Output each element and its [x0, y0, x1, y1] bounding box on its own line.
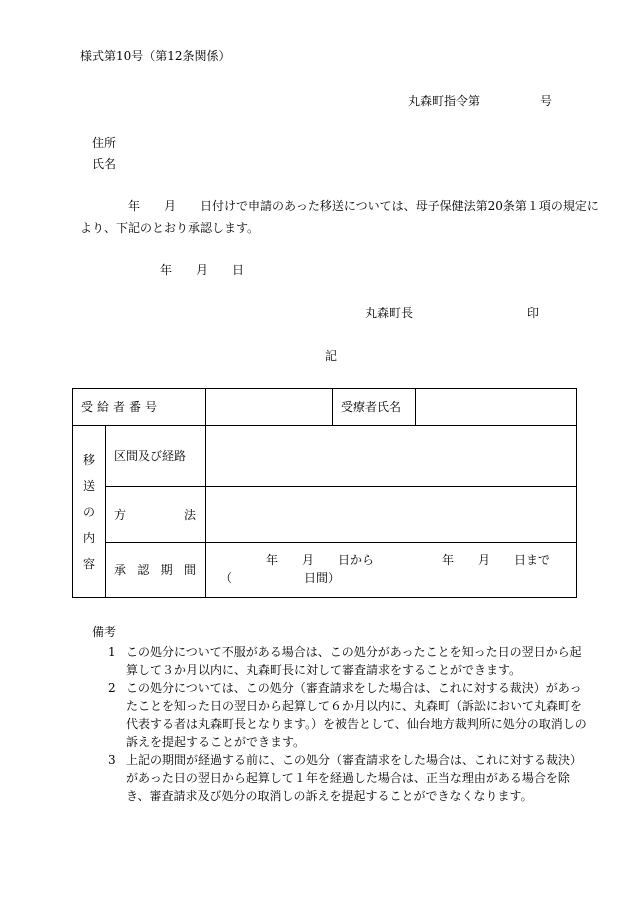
remark-item: 2 この処分については、この処分（審査請求をした場合は、これに対する裁決）があったことを知った日の翌日から起算して６か月以内に、丸森町（訴訟において丸森町を代表する者は丸森町長となります。）を被告として、仙台地方裁判所に処分の取消しの訴えを提起することができます。	[108, 681, 587, 749]
issuer-title: 丸森町長	[365, 306, 414, 320]
route-label: 区間及び経路	[106, 426, 206, 487]
approval-period-char: 間	[183, 563, 196, 577]
remarks	[92, 623, 592, 805]
recipient-number-label: 受給者番号	[73, 389, 206, 426]
approval-period-char: 認	[137, 563, 150, 577]
patient-name-value	[416, 389, 577, 426]
name-label: 氏名	[92, 157, 117, 171]
patient-name-label: 受療者氏名	[333, 389, 416, 426]
approval-period-label	[106, 543, 206, 598]
approval-period-char: 期	[160, 563, 173, 577]
period-days: （ 日間）	[220, 571, 341, 585]
body-paragraph: 年 月 日付けで申請のあった移送については、母子保健法第20条第１項の規定により、下記のとおり承認します。	[80, 199, 599, 235]
document-number: 丸森町指令第 号	[408, 94, 553, 108]
ki-heading: 記	[325, 349, 338, 363]
date-line: 年 月 日	[160, 263, 245, 277]
remarks-title: 備考	[92, 625, 117, 639]
seal-mark: 印	[527, 306, 540, 320]
method-label	[106, 487, 206, 543]
address-label: 住所	[92, 136, 117, 150]
form-number: 様式第10号（第12条関係）	[80, 49, 231, 63]
approval-period-char: 承	[114, 563, 127, 577]
period-to: 年 月 日まで	[442, 553, 551, 567]
method-value	[206, 487, 577, 543]
route-value	[206, 426, 577, 487]
period-from: 年 月 日から	[266, 553, 375, 567]
remark-item: 3 上記の期間が経過する前に、この処分（審査請求をした場合は、これに対する裁決）があった日の翌日から起算して１年を経過した場合は、正当な理由がある場合を除き、審査請求及び処分の取消しの訴えを提起することができなくなります。	[108, 753, 583, 803]
transport-approval-table	[72, 388, 577, 598]
remark-item: 1 この処分について不服がある場合は、この処分があったことを知った日の翌日から起算して３か月以内に、丸森町長に対して審査請求をすることができます。	[108, 645, 582, 677]
recipient-number-value	[206, 389, 333, 426]
transport-content-label: 移 送 の 内 容	[73, 426, 106, 598]
approval-period-value	[206, 543, 577, 598]
method-label-char-2: 法	[183, 507, 196, 522]
approval-period-label-chars	[114, 564, 196, 576]
method-label-char-1: 方	[114, 507, 127, 522]
